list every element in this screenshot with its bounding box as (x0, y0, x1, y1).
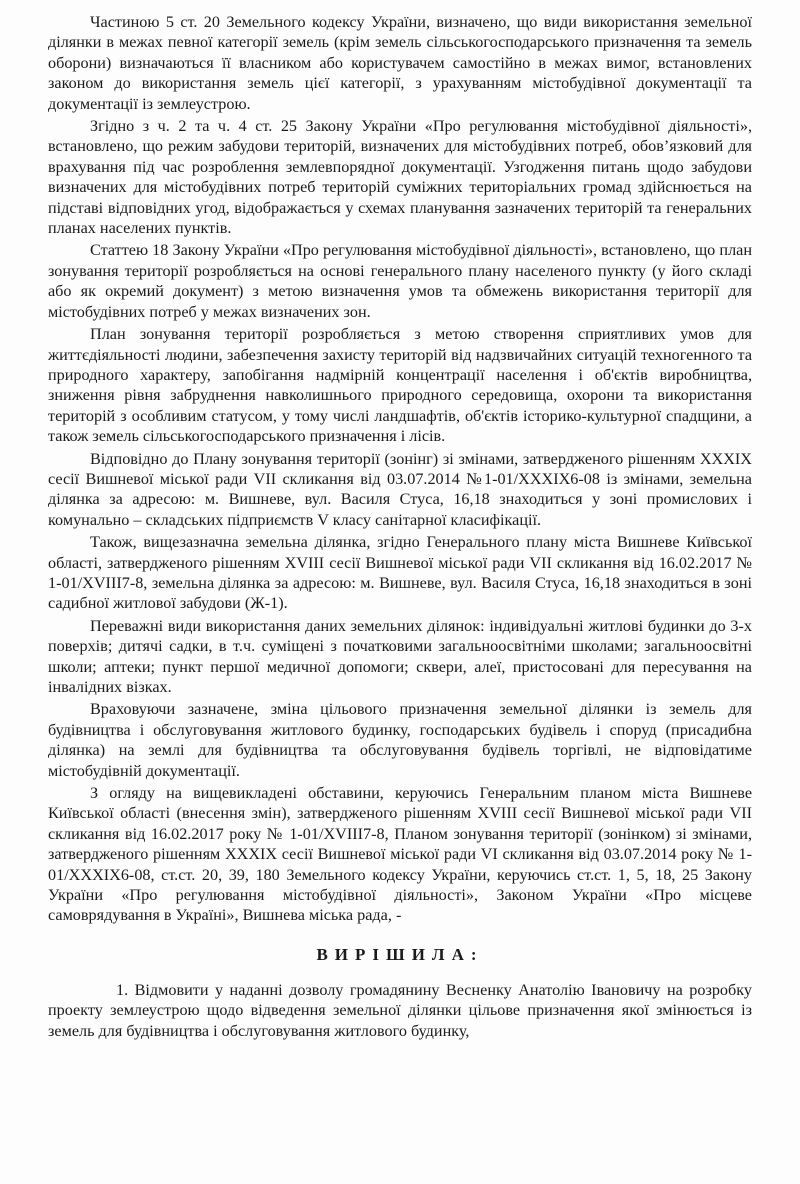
paragraph-zoning-plan-purpose: План зонування території розробляється з метою створення сприятливих умов для життєдіяльності людини, забезпечення захисту територій від надзвичайних ситуацій техногенного та природного характеру, запобігання надмірній концентрації населення і об'єктів виробництва, зниження рівня забруднення навколишнього природного середовища, охорони та використання територій з особливим статусом, у тому числі ландшафтів, об'єктів історико-культурної спадщини, а також земель сільськогосподарського призначення і лісів. (48, 325, 752, 446)
paragraph-urban-planning-art18: Статтею 18 Закону України «Про регулювання містобудівної діяльності», встановлено, що план зонування території розробляється на основі генерального плану населеного пункту (у його складі або як окремий документ) з метою визначення умов та обмежень використання території для містобудівних потреб у межах визначених зон. (48, 241, 752, 321)
paragraph-conclusion: Враховуючи зазначене, зміна цільового призначення земельної ділянки із земель для будівництва і обслуговування житлового будинку, господарських будівель і споруд (присадибна ділянка) на землі для будівництва та обслуговування будівель торгівлі, не відповідатиме містобудівній документації. (48, 700, 752, 780)
document-body (48, 12, 752, 1041)
resolution-heading: ВИРІШИЛА: (316, 944, 484, 964)
paragraph-zoning-plan-decision: Відповідно до Плану зонування території (зонінг) зі змінами, затвердженого рішенням XXXIX сесії Вишневої міської ради VII скликання від 03.07.2014 №1-01/XXXIX6-08 із змінами, земельна ділянка за адресою: м. Вишневе, вул. Василя Стуса, 16,18 знаходиться у зоні промислових і комунально – складських підприємств V класу санітарної класифікації. (48, 449, 752, 529)
paragraph-permitted-uses: Переважні види використання даних земельних ділянок: індивідуальні житлові будинки до 3-х поверхів; дитячі садки, в т.ч. суміщені з початковими загальноосвітніми школами; загальноосвітні школи; аптеки; пункт першої медичної допомоги; сквери, алеї, пристосовані для пересування на інвалідних візках. (48, 616, 752, 696)
paragraph-land-code-art20: Частиною 5 ст. 20 Земельного кодексу України, визначено, що види використання земельної ділянки в межах певної категорії земель (крім земель сільськогосподарського призначення та земель оборони) визначаються її власником або користувачем самостійно в межах вимог, встановлених законом до використання земель цієї категорії, з урахуванням містобудівної документації та документації із землеустрою. (48, 13, 752, 113)
paragraph-urban-planning-art25: Згідно з ч. 2 та ч. 4 ст. 25 Закону України «Про регулювання містобудівної діяльності», встановлено, що режим забудови територій, визначених для містобудівних потреб, обов’язковий для врахування під час розроблення землевпорядної документації. Узгодження питань щодо забудови визначених для містобудівних потреб територій суміжних територіальних громад здійснюється на підставі відповідних угод, відображається у схемах планування зазначених територій та генеральних планах населених пунктів. (48, 117, 752, 238)
paragraph-general-plan: Також, вищезазначна земельна ділянка, згідно Генерального плану міста Вишневе Київської області, затвердженого рішенням XVIII сесії Вишневої міської ради VII скликання від 16.02.2017 № 1-01/XVIII7-8, земельна ділянка за адресою: м. Вишневе, вул. Василя Стуса, 16,18 знаходиться в зоні садибної житлової забудови (Ж-1). (48, 533, 752, 613)
resolution-item-1: 1. Відмовити у наданні дозволу громадянину Весненку Анатолію Івановичу на розробку проекту землеустрою щодо відведення земельної ділянки цільове призначення якої змінюється із земель для будівництва і обслуговування житлового будинку, (48, 980, 752, 1040)
paragraph-legal-basis: З огляду на вищевикладені обставини, керуючись Генеральним планом міста Вишневе Київської області (внесення змін), затвердженого рішенням XVIII сесії Вишневої міської ради VII скликання від 16.02.2017 року № 1-01/XVIII7-8, Планом зонування території (зонінком) зі змінами, затвердженого рішенням XXXIX сесії Вишневої міської ради VI скликання від 03.07.2014 року № 1-01/XXXIX6-08, ст.ст. 20, 39, 180 Земельного кодексу України, керуючись ст.ст. 1, 5, 18, 25 Закону України «Про регулювання містобудівної діяльності», Законом України «Про місцеве самоврядування в Україні», Вишнева міська рада, - (48, 784, 752, 925)
